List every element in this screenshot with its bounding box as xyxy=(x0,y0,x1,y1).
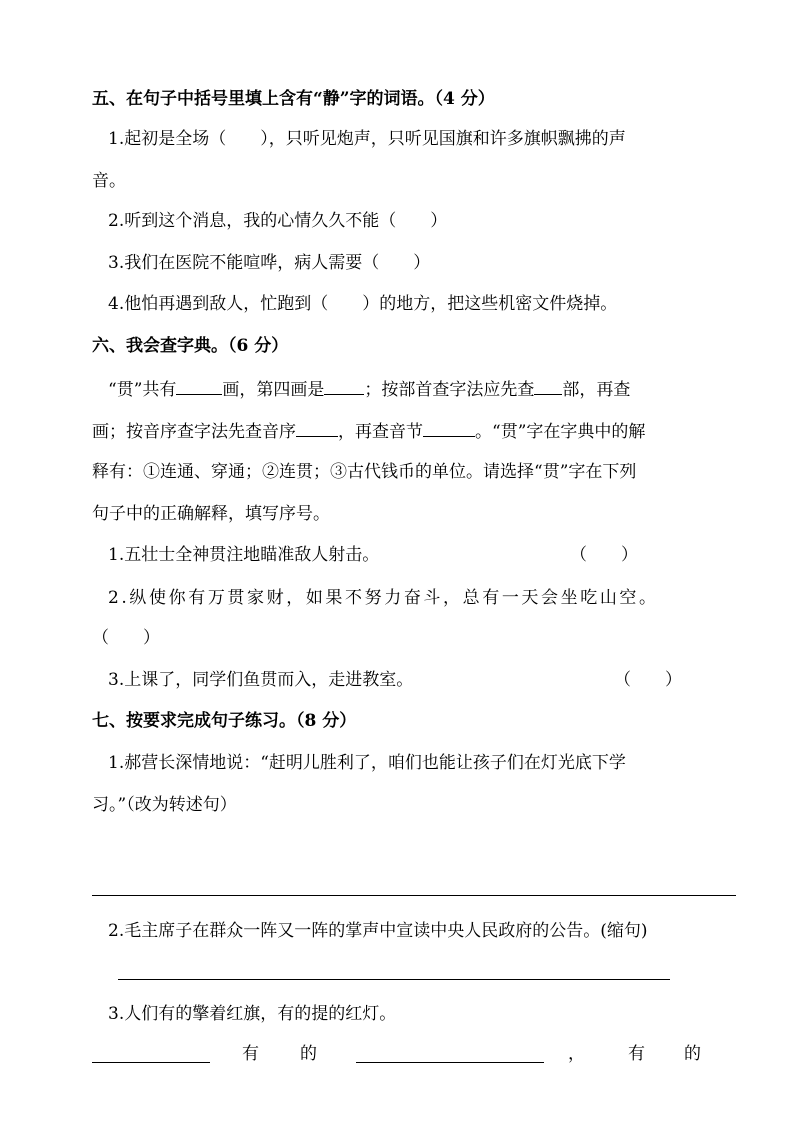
s6-q1-answer-paren[interactable]: （ ） xyxy=(570,545,638,565)
s6-line4: 句子中的正确解释，填写序号。 xyxy=(92,504,330,524)
answer-line-2[interactable] xyxy=(118,979,636,980)
s7-q3-word-you-1: 有 xyxy=(242,1044,259,1064)
s7-q3-blank-2[interactable] xyxy=(356,1062,544,1063)
section-6-heading: 六、我会查字典。（6 分） xyxy=(92,336,289,356)
s6-q2: 2.纵使你有万贯家财，如果不努力奋斗，总有一天会坐吃山空。 xyxy=(108,588,659,608)
s7-q1-line1: 1.郝营长深情地说：“赶明儿胜利了，咱们也能让孩子们在灯光底下学 xyxy=(108,753,626,773)
s7-q3-word-de-2: 的 xyxy=(684,1044,701,1064)
s6-line1-c: ；按部首查字法应先查 xyxy=(364,380,535,400)
s5-q1-line1: 1.起初是全场（ ），只听见炮声，只听见国旗和许多旗帜飘拂的声 xyxy=(108,129,626,149)
blank-stroke-count[interactable] xyxy=(176,378,222,395)
blank-initial[interactable] xyxy=(296,420,338,437)
section-7-heading: 七、按要求完成句子练习。（8 分） xyxy=(92,711,357,731)
s6-line2-c: 。“贯”字在字典中的解 xyxy=(475,422,646,442)
s5-q2: 2.听到这个消息，我的心情久久不能（ ） xyxy=(108,211,448,231)
s7-q3-word-you-2: 有 xyxy=(628,1044,645,1064)
s7-q2: 2.毛主席子在群众一阵又一阵的掌声中宣读中央人民政府的公告。(缩句) xyxy=(108,921,648,941)
blank-syllable[interactable] xyxy=(423,420,475,437)
s7-q3-blank-1[interactable] xyxy=(92,1062,210,1063)
blank-fourth-stroke[interactable] xyxy=(324,378,364,395)
s6-q2-answer-paren[interactable]: （ ） xyxy=(92,628,160,648)
s7-q1-line2: 习。”（改为转述句） xyxy=(92,795,237,815)
s6-line1-d: 部，再查 xyxy=(562,380,631,400)
s6-line3: 释有：①连通、穿通；②连贯；③古代钱币的单位。请选择“贯”字在下列 xyxy=(92,462,637,482)
s6-line1-a: “贯”共有 xyxy=(108,380,177,400)
answer-line-1[interactable] xyxy=(92,895,698,896)
s7-q3-comma: ， xyxy=(568,1044,585,1064)
s6-q3-answer-paren[interactable]: （ ） xyxy=(614,670,682,690)
s6-line1-b: 画，第四画是 xyxy=(222,380,325,400)
s7-q3: 3.人们有的擎着红旗，有的提的红灯。 xyxy=(108,1004,397,1024)
answer-line-1-tail xyxy=(698,895,736,896)
answer-line-2-tail xyxy=(636,979,670,980)
blank-radical[interactable] xyxy=(534,378,562,395)
s6-q1: 1.五壮士全神贯注地瞄准敌人射击。 xyxy=(108,545,380,565)
s6-line1 xyxy=(108,378,630,401)
s5-q4: 4.他怕再遇到敌人，忙跑到（ ）的地方，把这些机密文件烧掉。 xyxy=(108,294,618,314)
s6-line2-a: 画；按音序查字法先查音序 xyxy=(92,422,296,442)
section-5-heading: 五、在句子中括号里填上含有“静”字的词语。（4 分） xyxy=(92,89,495,109)
s5-q1-line2: 音。 xyxy=(92,171,126,191)
s6-line2-b: ，再查音节 xyxy=(338,422,423,442)
s6-q3: 3.上课了，同学们鱼贯而入，走进教室。 xyxy=(108,670,414,690)
s7-q3-word-de-1: 的 xyxy=(300,1044,317,1064)
s5-q3: 3.我们在医院不能喧哗，病人需要（ ） xyxy=(108,253,431,273)
s6-line2 xyxy=(92,420,645,443)
